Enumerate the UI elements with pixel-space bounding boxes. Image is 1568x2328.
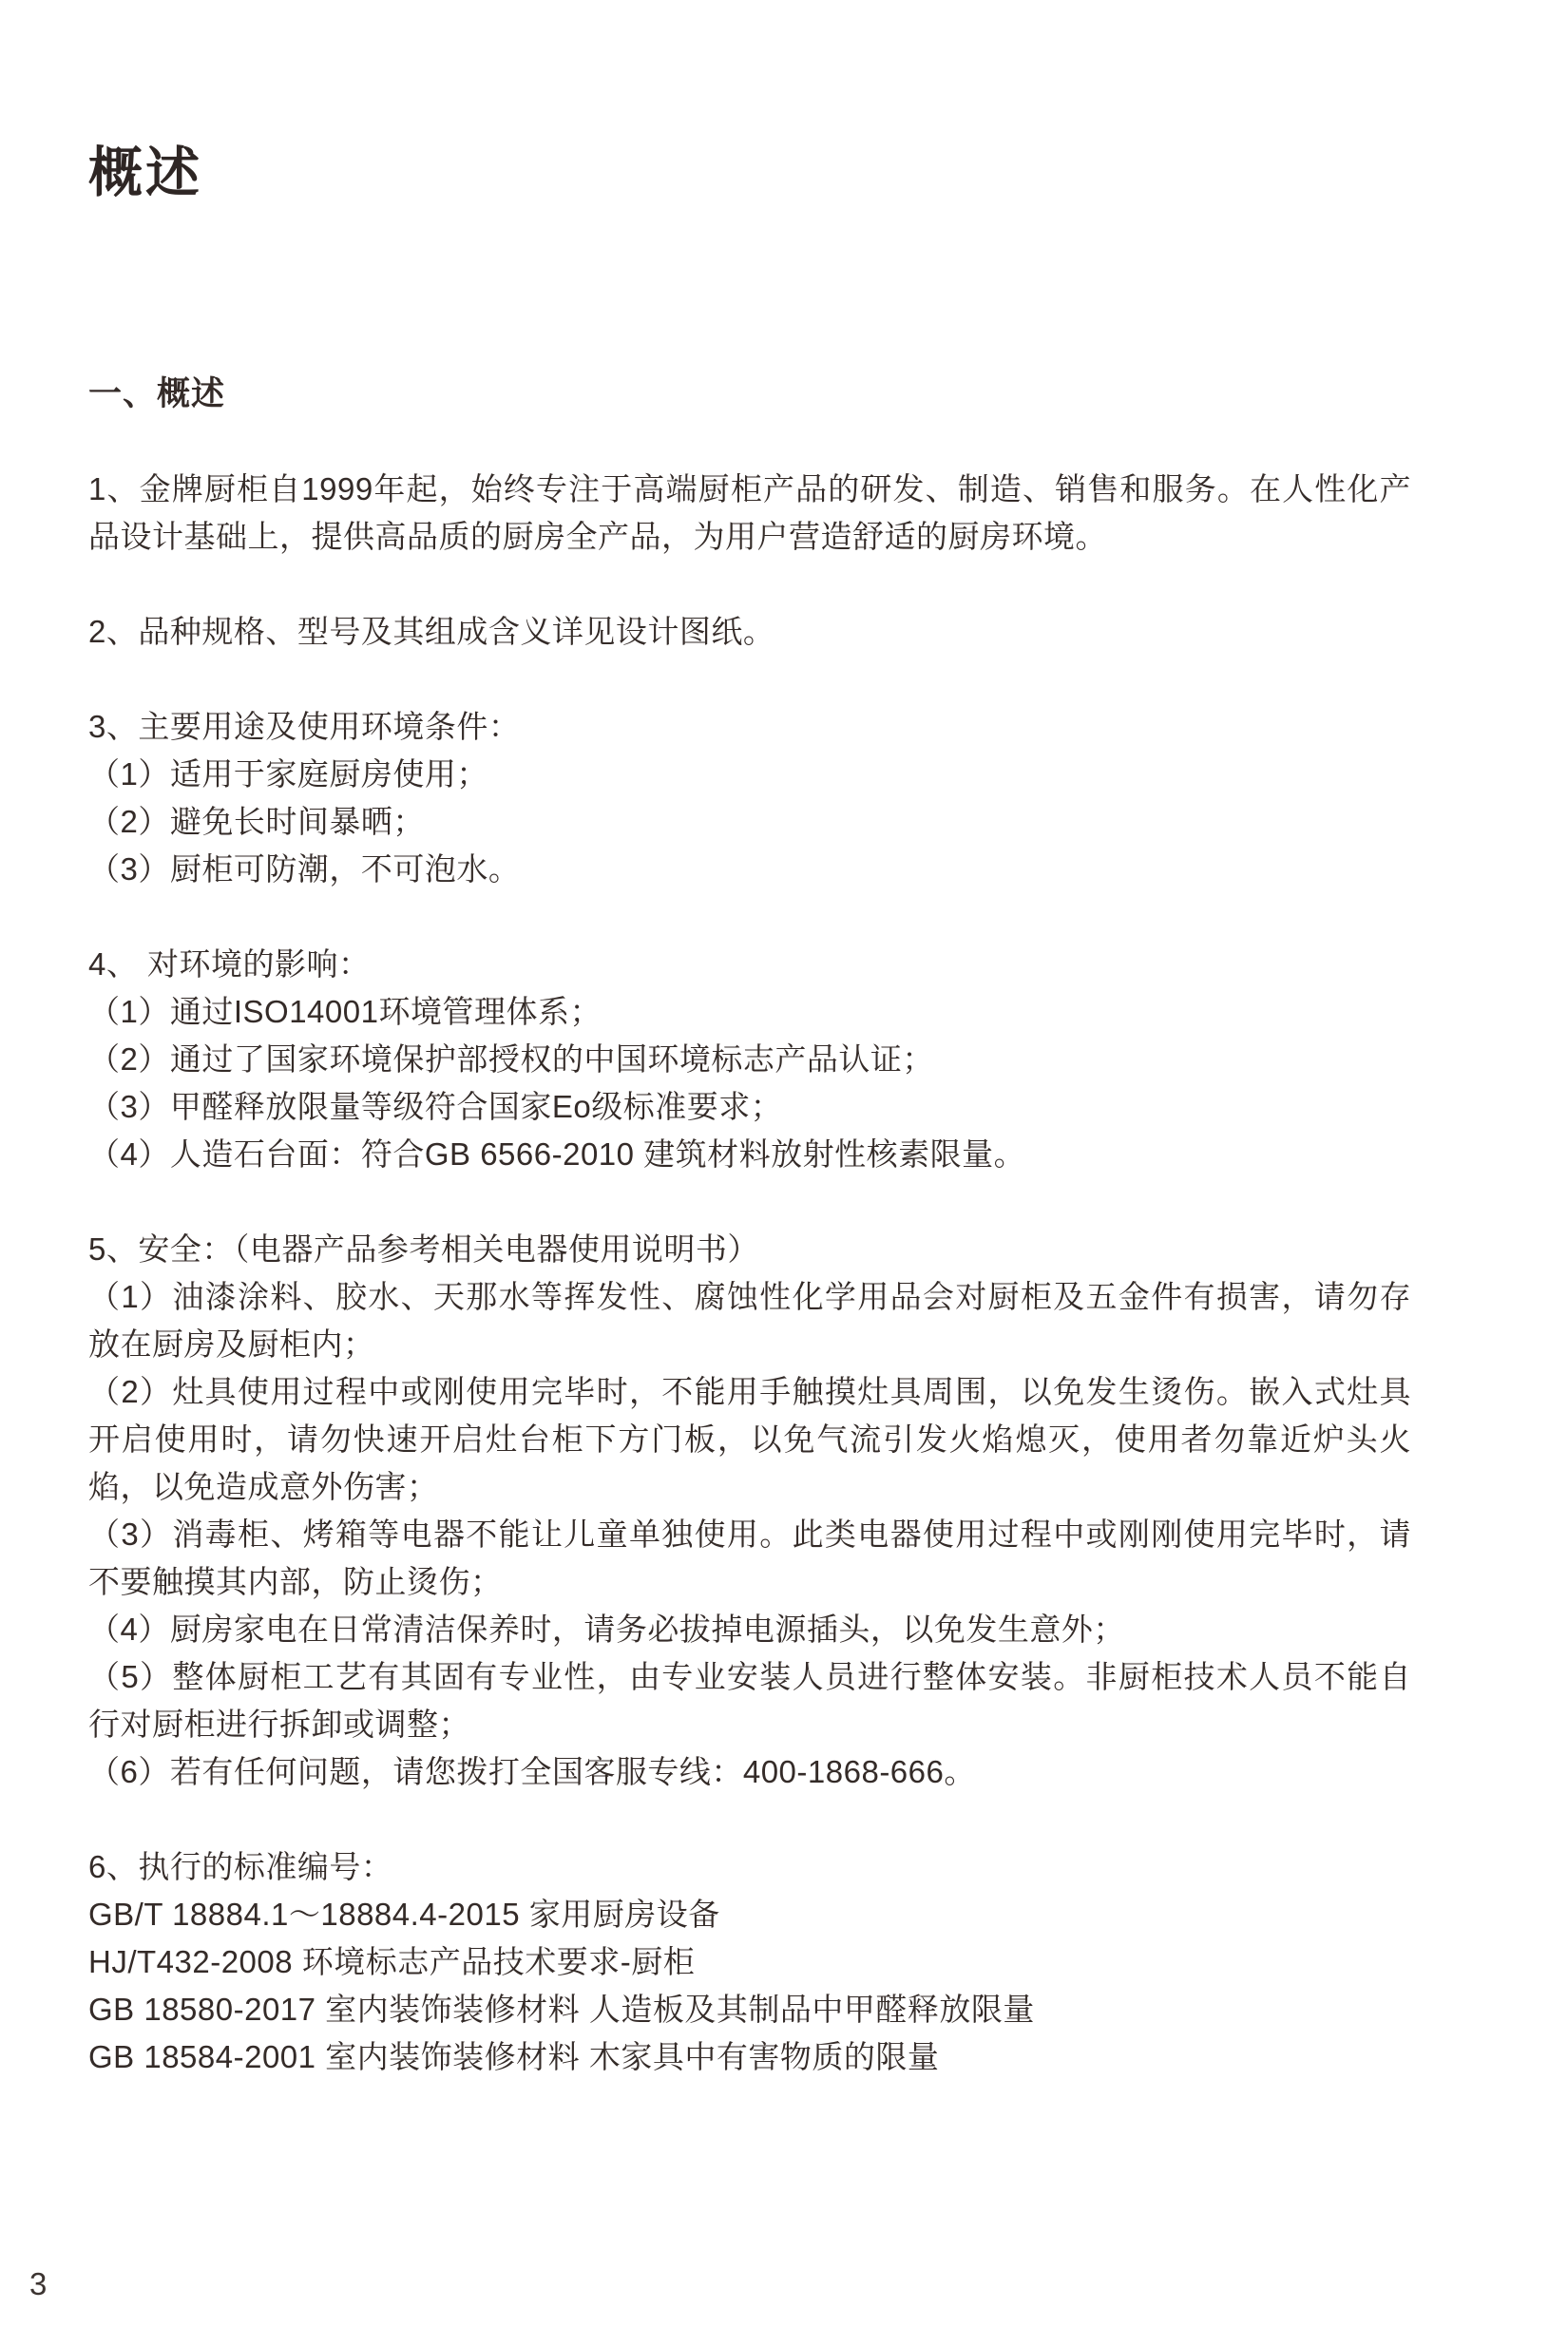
paragraph: （1）通过ISO14001环境管理体系； <box>88 994 602 1029</box>
paragraph: （4）人造石台面：符合GB 6566-2010 建筑材料放射性核素限量。 <box>88 1136 1026 1172</box>
paragraph: 3、主要用途及使用环境条件： <box>88 709 521 744</box>
paragraph: （2）通过了国家环境保护部授权的中国环境标志产品认证； <box>88 1041 934 1077</box>
paragraph: （3）消毒柜、烤箱等电器不能让儿童单独使用。此类电器使用过程中或刚刚使用完毕时，请不要触摸其内部，防止烫伤； <box>88 1517 1411 1599</box>
content-blocks <box>88 466 1411 2081</box>
paragraph: HJ/T432-2008 环境标志产品技术要求-厨柜 <box>88 1944 696 1979</box>
paragraph: 6、执行的标准编号： <box>88 1849 393 1884</box>
page-number: 3 <box>29 2266 48 2301</box>
paragraph: （2）避免长时间暴晒； <box>88 804 425 839</box>
paragraph: （2）灶具使用过程中或刚使用完毕时，不能用手触摸灶具周围，以免发生烫伤。嵌入式灶具开启使用时，请勿快速开启灶台柜下方门板，以免气流引发火焰熄灭，使用者勿靠近炉头火焰，以免造成意外伤害； <box>88 1374 1411 1504</box>
paragraph: 4、 对环境的影响： <box>88 946 371 982</box>
paragraph: （1）适用于家庭厨房使用； <box>88 756 488 792</box>
paragraph: 2、品种规格、型号及其组成含义详见设计图纸。 <box>88 614 775 649</box>
text-block-specs-reference <box>88 608 1411 656</box>
paragraph: （1）油漆涂料、胶水、天那水等挥发性、腐蚀性化学用品会对厨柜及五金件有损害，请勿存放在厨房及厨柜内； <box>88 1279 1411 1362</box>
paragraph: GB 18580-2017 室内装饰装修材料 人造板及其制品中甲醛释放限量 <box>88 1992 1035 2027</box>
text-block-environment-impact <box>88 941 1411 1178</box>
text-block-standards <box>88 1843 1411 2081</box>
paragraph: 1、金牌厨柜自1999年起，始终专注于高端厨柜产品的研发、制造、销售和服务。在人性化产品设计基础上，提供高品质的厨房全产品，为用户营造舒适的厨房环境。 <box>88 471 1411 554</box>
text-block-usage-conditions <box>88 703 1411 893</box>
page-title: 概述 <box>88 143 202 203</box>
paragraph: （4）厨房家电在日常清洁保养时，请务必拔掉电源插头，以免发生意外； <box>88 1612 1125 1647</box>
paragraph: 5、安全：（电器产品参考相关电器使用说明书） <box>88 1231 759 1267</box>
paragraph: （5）整体厨柜工艺有其固有专业性，由专业安装人员进行整体安装。非厨柜技术人员不能自行对厨柜进行拆卸或调整； <box>88 1659 1411 1742</box>
paragraph: （6）若有任何问题，请您拨打全国客服专线：400-1868-666。 <box>88 1754 976 1789</box>
section-heading: 一、概述 <box>88 375 226 412</box>
text-block-safety <box>88 1226 1411 1796</box>
text-block-company-intro <box>88 466 1411 561</box>
paragraph: （3）甲醛释放限量等级符合国家Eo级标准要求； <box>88 1089 783 1124</box>
paragraph: GB/T 18884.1～18884.4-2015 家用厨房设备 <box>88 1897 720 1932</box>
paragraph: GB 18584-2001 室内装饰装修材料 木家具中有害物质的限量 <box>88 2039 940 2074</box>
paragraph: （3）厨柜可防潮，不可泡水。 <box>88 851 521 887</box>
